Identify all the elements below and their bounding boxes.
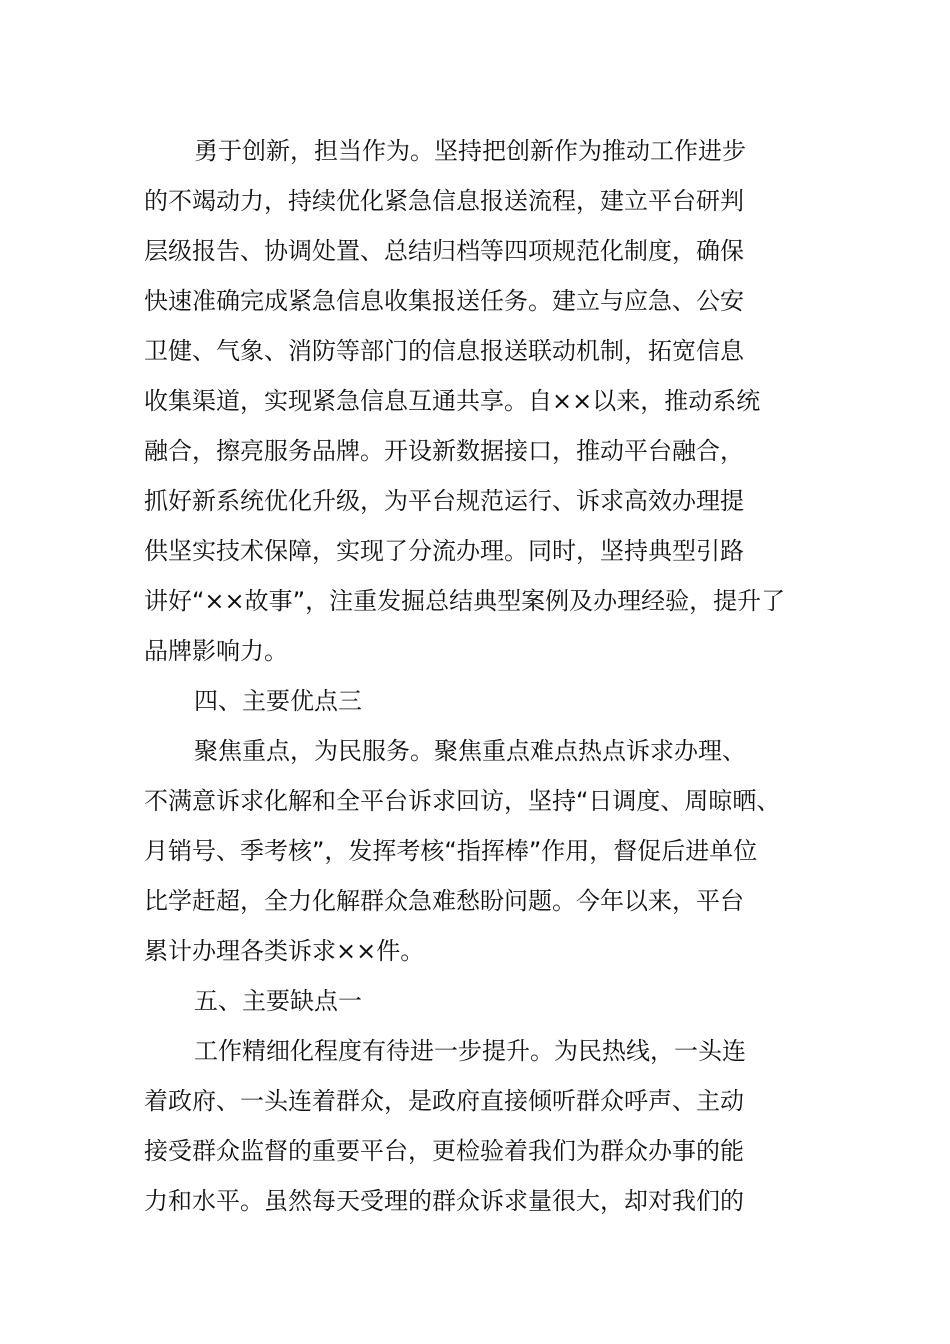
paragraph-line: 聚焦重点，为民服务。聚焦重点难点热点诉求办理、 — [194, 737, 746, 765]
paragraph-line: 接受群众监督的重要平台，更检验着我们为群众办事的能 — [144, 1137, 744, 1165]
paragraph-line: 勇于创新，担当作为。坚持把创新作为推动工作进步 — [194, 137, 746, 165]
paragraph-line: 比学赶超，全力化解群众急难愁盼问题。今年以来，平台 — [144, 887, 744, 915]
paragraph-line: 层级报告、协调处置、总结归档等四项规范化制度，确保 — [144, 237, 744, 265]
paragraph-line: 工作精细化程度有待进一步提升。为民热线，一头连 — [194, 1037, 746, 1065]
paragraph-line: 快速准确完成紧急信息收集报送任务。建立与应急、公安 — [144, 287, 744, 315]
paragraph-line: 抓好新系统优化升级，为平台规范运行、诉求高效办理提 — [144, 487, 744, 515]
paragraph-line: 品牌影响力。 — [144, 637, 288, 665]
paragraph-line: 力和水平。虽然每天受理的群众诉求量很大，却对我们的 — [144, 1187, 744, 1215]
paragraph-line: 收集渠道，实现紧急信息互通共享。自××以来，推动系统 — [144, 387, 761, 415]
paragraph-line: 着政府、一头连着群众，是政府直接倾听群众呼声、主动 — [144, 1087, 744, 1115]
paragraph-line: 供坚实技术保障，实现了分流办理。同时，坚持典型引路 — [144, 537, 744, 565]
section-heading: 四、主要优点三 — [194, 687, 362, 715]
paragraph-line: 的不竭动力，持续优化紧急信息报送流程，建立平台研判 — [144, 187, 744, 215]
section-heading: 五、主要缺点一 — [194, 987, 362, 1015]
paragraph-line: 卫健、气象、消防等部门的信息报送联动机制，拓宽信息 — [144, 337, 744, 365]
paragraph-line: 融合，擦亮服务品牌。开设新数据接口，推动平台融合， — [144, 437, 744, 465]
paragraph-line: 月销号、季考核”，发挥考核“指挥棒”作用，督促后进单位 — [144, 837, 758, 865]
document-body — [144, 126, 844, 1226]
paragraph-line: 不满意诉求化解和全平台诉求回访，坚持“日调度、周晾晒、 — [144, 787, 781, 815]
paragraph-line: 讲好“××故事”，注重发掘总结典型案例及办理经验，提升了 — [144, 587, 786, 615]
paragraph-line: 累计办理各类诉求××件。 — [144, 937, 425, 965]
